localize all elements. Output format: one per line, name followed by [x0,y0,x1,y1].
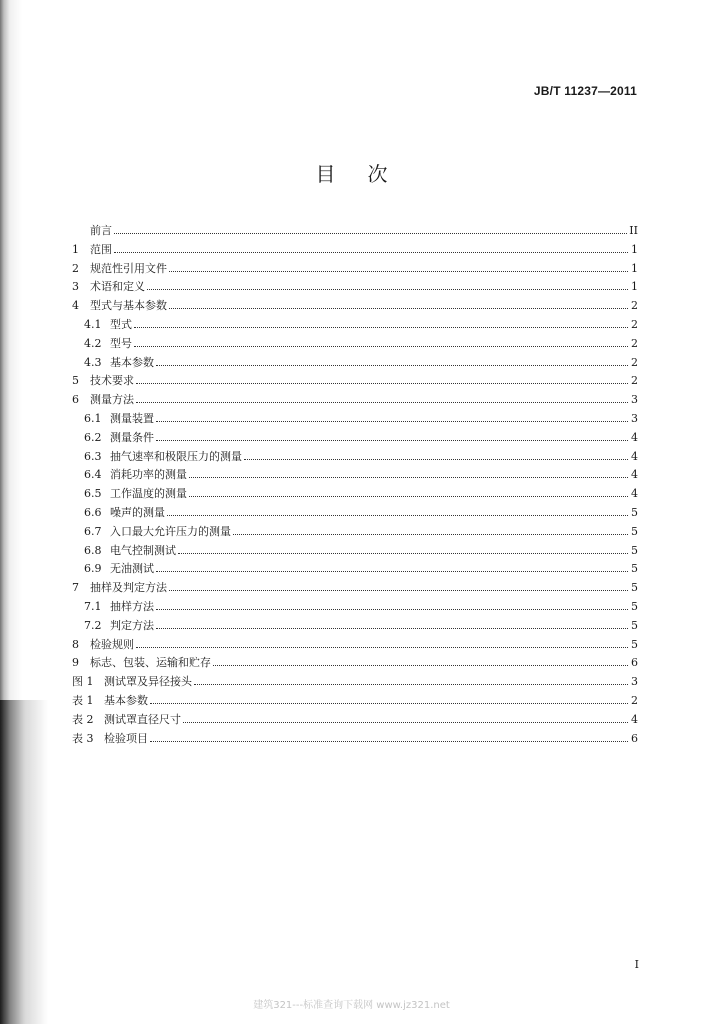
toc-leader-dots [156,440,628,441]
toc-leader-dots [114,252,628,253]
toc-leader-dots [134,327,628,328]
toc-leader-dots [150,741,628,742]
toc-entry-number: 4.1 [84,317,102,331]
toc-entry-page: 2 [631,299,638,313]
toc-entry-page: 5 [631,505,638,519]
toc-leader-dots [156,421,628,422]
toc-entry[interactable] [72,316,638,335]
toc-entry[interactable] [72,429,638,448]
toc-entry-page: 4 [631,449,638,463]
toc-entry-number: 表 3 [72,731,94,745]
toc-entry-number: 7.2 [84,618,102,632]
toc-entry-page: 5 [631,599,638,613]
toc-leader-dots [156,365,628,366]
toc-entry-label: 测量装置 [110,411,154,425]
toc-entry[interactable] [72,560,638,579]
toc-entry[interactable] [72,222,638,241]
toc-entry-number: 3 [72,280,79,294]
toc-entry-page: 5 [631,637,638,651]
toc-entry[interactable] [72,730,638,749]
toc-entry-page: 4 [631,712,638,726]
toc-entry-page: 6 [631,656,638,670]
toc-entry[interactable] [72,354,638,373]
toc-leader-dots [156,628,628,629]
toc-leader-dots [136,402,628,403]
toc-leader-dots [156,571,628,572]
toc-leader-dots [244,459,628,460]
toc-entry-page: 5 [631,543,638,557]
toc-entry-number: 6.4 [84,468,102,482]
toc-entry-page: 5 [631,618,638,632]
toc-entry-label: 标志、包装、运输和贮存 [90,656,211,670]
page-title: 目次 [315,162,420,186]
toc-leader-dots [150,703,628,704]
toc-entry[interactable] [72,673,638,692]
toc-entry-number: 8 [72,637,79,651]
toc-entry-page: 2 [631,374,638,388]
toc-entry-number: 9 [72,656,79,670]
toc-entry-page: 2 [631,693,638,707]
toc-entry-label: 工作温度的测量 [110,487,187,501]
toc-entry-label: 型式 [110,317,132,331]
toc-entry-number: 6.6 [84,505,102,519]
toc-entry-number: 7 [72,581,79,595]
toc-entry[interactable] [72,335,638,354]
toc-entry-number: 2 [72,261,79,275]
toc-entry-label: 测试罩直径尺寸 [104,712,181,726]
toc-entry-label: 测试罩及异径接头 [104,675,192,689]
toc-entry-number: 6.7 [84,524,102,538]
toc-entry-label: 抽气速率和极限压力的测量 [110,449,242,463]
toc-entry[interactable] [72,297,638,316]
toc-entry-number: 4.2 [84,336,102,350]
toc-leader-dots [114,233,627,234]
toc-leader-dots [134,346,628,347]
toc-entry[interactable] [72,260,638,279]
toc-entry-label: 范围 [90,242,112,256]
toc-leader-dots [169,271,628,272]
toc-leader-dots [194,684,628,685]
toc-entry-page: 1 [631,261,638,275]
toc-entry[interactable] [72,711,638,730]
toc-entry-number: 4 [72,299,79,313]
toc-entry[interactable] [72,636,638,655]
toc-leader-dots [189,496,628,497]
toc-entry-page: 5 [631,581,638,595]
toc-entry-number: 4.3 [84,355,102,369]
toc-entry-label: 型号 [110,336,132,350]
toc-entry-page: 4 [631,468,638,482]
toc-entry-page: 5 [631,524,638,538]
toc-entry[interactable] [72,504,638,523]
toc-entry-number: 6.9 [84,562,102,576]
toc-leader-dots [178,553,628,554]
toc-entry-page: 5 [631,562,638,576]
toc-entry-number: 1 [72,242,79,256]
toc-entry-number: 6.2 [84,430,102,444]
toc-entry-page: 1 [631,242,638,256]
toc-entry[interactable] [72,485,638,504]
toc-entry[interactable] [72,241,638,260]
toc-entry[interactable] [72,542,638,561]
watermark-footer: 建筑321---标准查询下载网 www.jz321.net [253,1000,450,1011]
toc-entry-label: 术语和定义 [90,280,145,294]
toc-leader-dots [189,477,628,478]
toc-entry[interactable] [72,523,638,542]
toc-entry-label: 入口最大允许压力的测量 [110,524,231,538]
toc-entry-label: 消耗功率的测量 [110,468,187,482]
toc-entry-page: 3 [631,393,638,407]
toc-leader-dots [169,308,628,309]
toc-entry-number: 5 [72,374,79,388]
toc-entry[interactable] [72,391,638,410]
toc-entry-label: 技术要求 [90,374,134,388]
table-of-contents [72,222,638,748]
toc-entry[interactable] [72,617,638,636]
toc-entry[interactable] [72,579,638,598]
toc-entry-label: 测量条件 [110,430,154,444]
toc-entry-label: 电气控制测试 [110,543,176,557]
toc-entry[interactable] [72,410,638,429]
toc-entry-label: 无油测试 [110,562,154,576]
toc-entry-page: 4 [631,430,638,444]
toc-entry-label: 抽样及判定方法 [90,581,167,595]
toc-leader-dots [156,609,628,610]
toc-entry-number: 图 1 [72,675,94,689]
toc-entry[interactable] [72,654,638,673]
toc-entry-page: 4 [631,487,638,501]
page-number: I [634,958,639,971]
toc-entry[interactable] [72,448,638,467]
toc-entry-label: 型式与基本参数 [90,299,167,313]
toc-entry-label: 噪声的测量 [110,505,165,519]
toc-entry-label: 基本参数 [104,693,148,707]
toc-entry-label: 检验项目 [104,731,148,745]
toc-entry-number: 6 [72,393,79,407]
toc-entry[interactable] [72,692,638,711]
toc-entry-page: 2 [631,355,638,369]
toc-entry-label: 基本参数 [110,355,154,369]
toc-entry-number: 6.5 [84,487,102,501]
document-code: JB/T 11237—2011 [533,84,637,98]
toc-entry-label: 规范性引用文件 [90,261,167,275]
toc-entry-number: 6.3 [84,449,102,463]
toc-entry-page: 2 [631,317,638,331]
toc-entry-number: 表 1 [72,693,94,707]
toc-leader-dots [213,665,628,666]
toc-entry-number: 6.1 [84,411,102,425]
toc-entry[interactable] [72,278,638,297]
toc-leader-dots [147,289,628,290]
toc-entry-label: 检验规则 [90,637,134,651]
toc-entry-number: 表 2 [72,712,94,726]
toc-entry-page: 1 [631,280,638,294]
toc-entry-number: 7.1 [84,599,102,613]
toc-entry-label: 抽样方法 [110,599,154,613]
scan-shadow-edge-lower [0,700,55,1024]
toc-entry-number: 6.8 [84,543,102,557]
toc-leader-dots [169,590,628,591]
toc-entry-page: 3 [631,411,638,425]
toc-leader-dots [136,647,628,648]
toc-entry-label: 判定方法 [110,618,154,632]
toc-entry[interactable] [72,466,638,485]
toc-entry-label: 测量方法 [90,393,134,407]
toc-leader-dots [167,515,628,516]
toc-entry-page: II [629,224,638,237]
toc-entry[interactable] [72,372,638,391]
toc-entry[interactable] [72,598,638,617]
toc-entry-page: 6 [631,731,638,745]
toc-entry-page: 3 [631,675,638,689]
toc-leader-dots [233,534,628,535]
toc-entry-label: 前言 [90,224,112,237]
toc-entry-page: 2 [631,336,638,350]
toc-leader-dots [136,383,628,384]
toc-leader-dots [183,722,628,723]
